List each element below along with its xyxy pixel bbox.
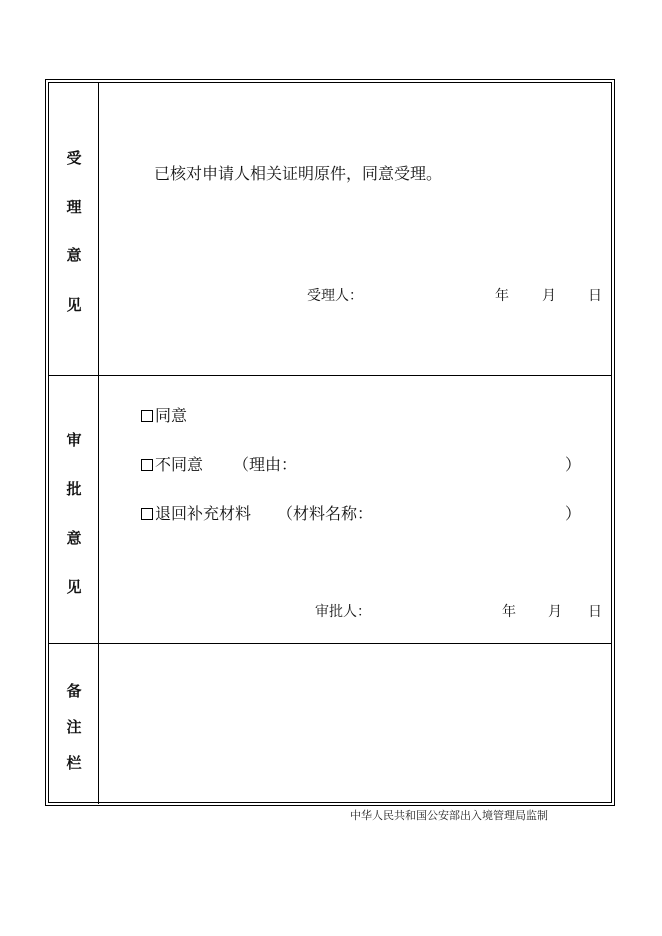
approval-date-day: 日: [588, 604, 602, 620]
approval-date-month: 月: [548, 604, 562, 620]
acceptance-statement: 已核对申请人相关证明原件，同意受理。: [154, 164, 443, 183]
issuer-footer: 中华人民共和国公安部出入境管理局监制: [350, 809, 548, 822]
remarks-row: [49, 643, 611, 804]
disagree-option-label: 不同意: [155, 455, 204, 474]
agree-option-label: 同意: [155, 406, 188, 425]
material-name-label: （材料名称：: [277, 504, 374, 523]
approval-label-char: 见: [66, 578, 82, 596]
acceptance-label-char: 见: [66, 296, 82, 314]
acceptance-date-day: 日: [588, 288, 602, 304]
acceptance-opinion-row: [49, 83, 611, 375]
remarks-content-area[interactable]: [99, 644, 611, 804]
acceptance-label-char: 意: [66, 246, 82, 264]
acceptance-label-column: [49, 83, 99, 375]
acceptance-label-char: 受: [66, 149, 82, 167]
disagree-reason-close: ）: [565, 455, 582, 474]
remarks-label-char: 注: [66, 718, 82, 736]
form-table: [48, 82, 612, 803]
approval-label-char: 批: [66, 480, 82, 498]
remarks-label-char: 栏: [66, 754, 82, 772]
return-supplement-checkbox[interactable]: [141, 508, 153, 520]
return-supplement-option-label: 退回补充材料: [155, 504, 252, 523]
approval-opinion-row: [49, 375, 611, 643]
acceptance-content: [99, 83, 611, 375]
approval-date-year: 年: [502, 604, 516, 620]
acceptance-date-month: 月: [542, 288, 556, 304]
remarks-label-char: 备: [66, 682, 82, 700]
approver-signature-label: 审批人：: [315, 604, 371, 620]
approval-label-char: 意: [66, 529, 82, 547]
approval-content: [99, 376, 611, 643]
disagree-checkbox[interactable]: [141, 459, 153, 471]
disagree-option[interactable]: [141, 452, 203, 475]
acceptance-date-year: 年: [495, 288, 509, 304]
approval-label-column: [49, 376, 99, 643]
remarks-label-column: [49, 644, 99, 804]
material-name-close: ）: [565, 504, 582, 523]
return-supplement-option[interactable]: [141, 501, 251, 524]
approval-label-char: 审: [66, 431, 82, 449]
agree-checkbox[interactable]: [141, 410, 153, 422]
disagree-reason-label: （理由：: [233, 455, 298, 474]
agree-option[interactable]: [141, 403, 187, 426]
acceptance-label-char: 理: [66, 198, 82, 216]
application-form: [45, 79, 615, 806]
acceptor-signature-label: 受理人：: [307, 288, 363, 304]
